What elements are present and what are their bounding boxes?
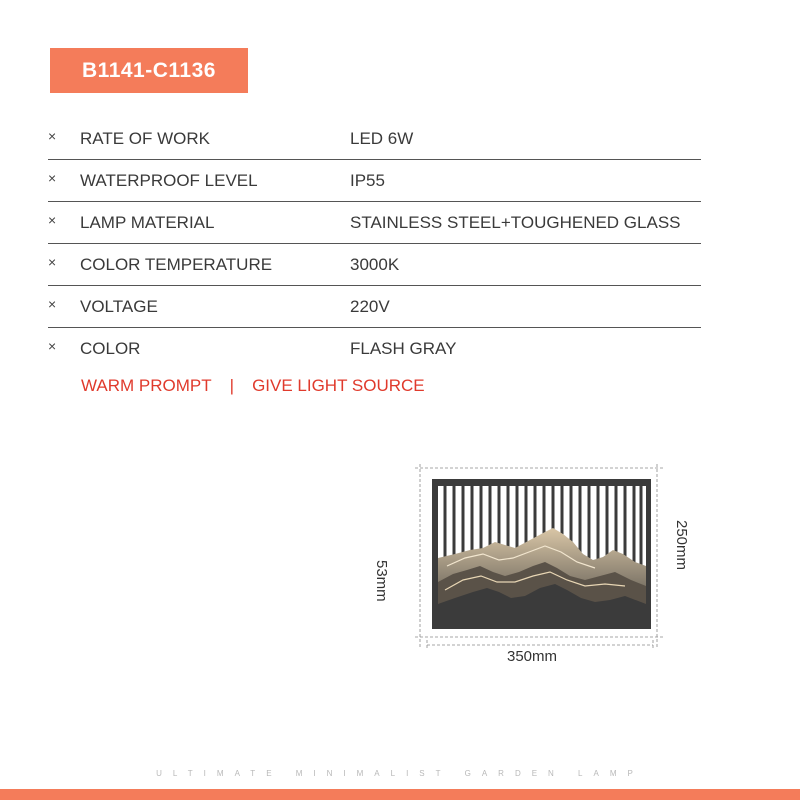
bullet-x-icon: × <box>48 296 57 312</box>
spec-row <box>48 286 701 328</box>
warm-prompt-text: WARM PROMPT <box>81 376 212 395</box>
spec-value: STAINLESS STEEL+TOUGHENED GLASS <box>350 213 681 232</box>
height-dimension-label: 250mm <box>673 520 690 571</box>
lamp-dimension-drawing <box>395 462 695 672</box>
spec-label: RATE OF WORK <box>80 129 211 148</box>
spec-row <box>48 160 701 202</box>
lamp-panel <box>432 479 651 629</box>
depth-dimension-label: 53mm <box>373 560 390 602</box>
spec-row <box>48 202 701 244</box>
warm-prompt-line <box>81 376 425 396</box>
model-code: B1141-C1136 <box>82 58 216 82</box>
spec-row <box>48 328 701 369</box>
footer-accent-bar <box>0 789 800 800</box>
spec-value: FLASH GRAY <box>350 339 457 358</box>
width-dimension-label: 350mm <box>507 648 558 665</box>
bullet-x-icon: × <box>48 128 57 144</box>
tagline: ULTIMATE MINIMALIST GARDEN LAMP <box>156 769 644 778</box>
spec-label: VOLTAGE <box>80 297 158 316</box>
spec-label: WATERPROOF LEVEL <box>80 171 258 190</box>
bullet-x-icon: × <box>48 254 57 270</box>
bullet-x-icon: × <box>48 338 57 354</box>
spec-label: LAMP MATERIAL <box>80 213 215 232</box>
prompt-separator: | <box>229 376 235 395</box>
bullet-x-icon: × <box>48 212 57 228</box>
spec-value: 3000K <box>350 255 400 274</box>
spec-label: COLOR TEMPERATURE <box>80 255 273 274</box>
spec-label: COLOR <box>80 339 141 358</box>
model-code-badge <box>50 48 248 93</box>
spec-table <box>48 118 701 369</box>
light-source-text: GIVE LIGHT SOURCE <box>252 376 425 395</box>
spec-value: 220V <box>350 297 390 316</box>
spec-row <box>48 118 701 160</box>
spec-value: IP55 <box>350 171 385 190</box>
spec-value: LED 6W <box>350 129 414 148</box>
bullet-x-icon: × <box>48 170 57 186</box>
spec-row <box>48 244 701 286</box>
